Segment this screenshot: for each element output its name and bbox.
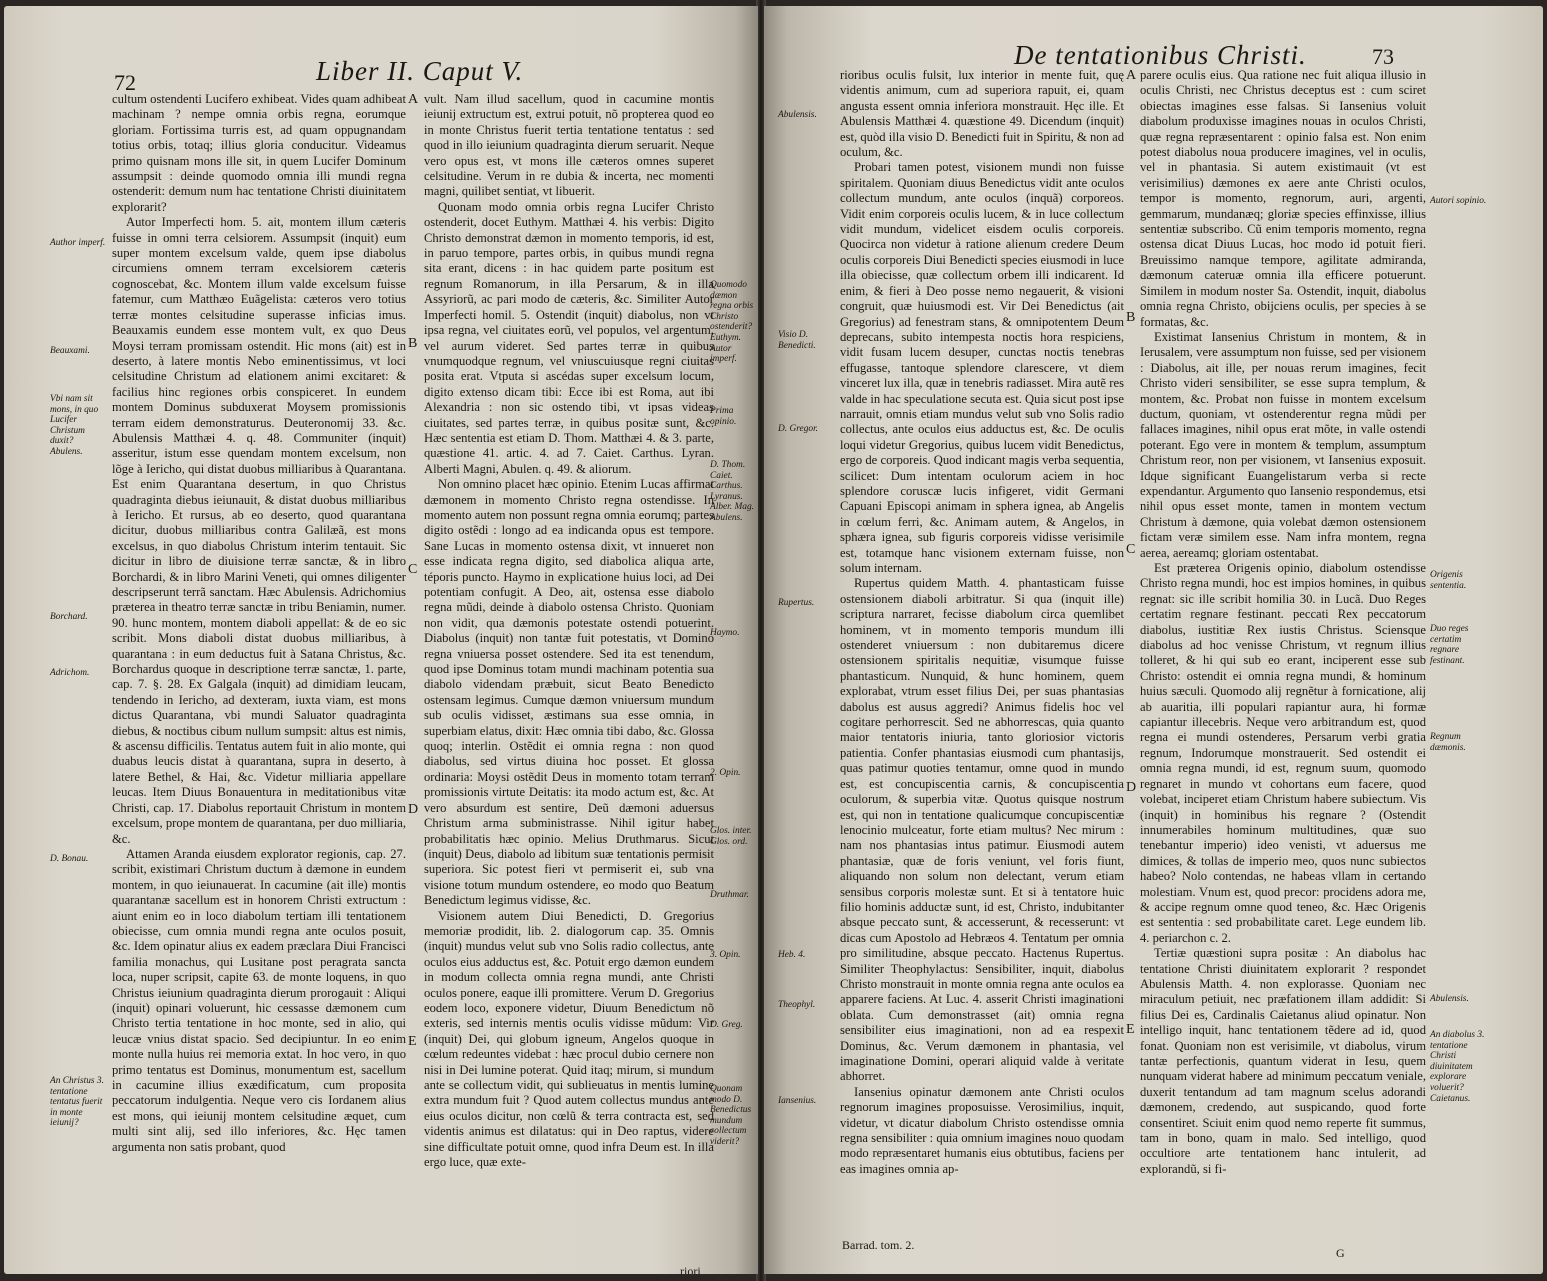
margin-note: D. Greg. [710, 1020, 743, 1030]
paragraph: Iansenius opinatur dæmonem ante Christi oculos regnorum imagines proposuisse. Verosimilius, inquit, videtur, vt dicatur diabolum Christo ostendisse omnia regna sensibiliter : quia omnium imagines nouo quodam modo repræsentaret humanis eius obtutibus, faciens per eas imagines omnia ap- [840, 1084, 1124, 1176]
margin-note: Heb. 4. [778, 950, 806, 960]
margin-note: Author imperf. [50, 238, 106, 248]
section-letter: C [408, 562, 418, 577]
footer-reference: Barrad. tom. 2. [842, 1238, 915, 1252]
section-letter: B [408, 336, 418, 351]
left-folio: 72 [114, 70, 136, 95]
margin-note: D. Thom. Caiet. Carthus. Lyranus. Alber. Mag. Abulens. [710, 460, 755, 523]
margin-note: An diabolus 3. tentatione Christi diuinitatem explorare voluerit? Caietanus. [1430, 1030, 1485, 1104]
signature-mark: G [1336, 1246, 1345, 1260]
paragraph: Quonam modo omnia orbis regna Lucifer Christo ostenderit, docet Euthym. Matthæi 4. his verbis: Digito Christo demonstrat dæmon in momento temporis, id est, in paruo tempore, partes orbis, in quibus mundi regna sita erant, dicens : in hac quidem parte positum est regnum Romanorum, in illa Persarum, & in illa Assyriorũ, ac pari modo de cæteris, &c. Similiter Autor Imperfecti homil. 5. Ostendit (inquit) diabolus, non vt ipsa regna, vel ciuitates eorũ, vel populos, vel argentum, vel aurum videret. Sed partes terræ in quibus vnumquodque regnum, vel vniuscuiusque regni ciuitas posita erat. Vtputa si ascédas super excelsum locum, digito extenso dicam tibi: Ecce ibi est Roma, aut ibi Alexandria : non sic ostendo tibi, vt ipsas videas ciuitates, sed partes terræ, in quibus positæ sunt, &c. Hæc sententia est etiam D. Thom. Matthæi 4. & 3. parte, quæstione 41. artic. 4. ad 7. Caiet. Carthus. Lyran. Alberti Magni, Abulen. q. 49. & aliorum. [424, 199, 714, 476]
margin-note: Prima opinio. [710, 406, 737, 427]
margin-note: 3. Opin. [710, 950, 741, 960]
section-letter: A [408, 92, 419, 107]
section-letter: E [408, 1034, 417, 1049]
paragraph: Est præterea Origenis opinio, diabolum ostendisse Christo regna mundi, hoc est impios homines, in quibus regnat: sic ille scribit homilia 30. in Lucã. Duo Reges certatim regnare festinant. peccati Rex peccatorum diabolus, iustitiæ Rex iustis Christus. Sciensque diabolus ad hoc venisse Christum, vt regnum illius tolleret, & hi qui sub eo erant, inciperent esse sub Christo: ostendit ei omnia regna mundi, & hominum huius sæculi. Quomodo alij regnẽtur à fornicatione, alij ab auaritia, illi populari rapiantur aura, hi formæ capiantur illecebris. Neque vero arbitrandum est, quod regna ei mundi ostenderes, Persarum verbi gratia regnum, Indorumque monstrauerit. Sed ostendit ei omnia regna mundi, id est, regnum suum, quomodo regnaret in mundo vt cohortans eum facere, quod volebat, inciperet etiam Christum habere subiectum. Vis (inquit) in hominibus his regnare ? (Ostendit innumerabiles hominum multitudines, quæ suo tenebantur imperio) ideo venisti, vt aduersus me dimices, & tollas de imperio meo, quos nunc subiectos habeo? Nolo contendas, ne habeas vllam in certando molestiam. Vnum est, quod precor: procidens adora me, & accipe regnum omne quod teneo, &c. Hæc Origenis est sententia : sed probabilitate caret. Lege eundem lib. 4. periarchon c. 2. [1140, 561, 1426, 945]
paragraph: Visionem autem Diui Benedicti, D. Gregorius memoriæ prodidit, lib. 2. dialogorum cap. 35. Omnis (inquit) mundus velut sub vno Solis radio collectus, ante oculos eius adductus est, &c. Potuit ergo dæmon eundem in modum collecta omnia regna mundi, ante Christi oculos ponere, eaque illi promittere. Verum D. Gregorius eodem loco, exponere videtur, Diuum Benedictum nõ exteris, sed internis mentis oculis vidisse mũdum: Vir (inquit) Dei, qui globum igneum, Angelos quoque in cœlum redeuntes videbat : hæc procul dubio cernere non nisi in Dei lumine poterat. Quid itaq; mirum, si mundum ante se collectum vidit, qui sublieuatus in mentis lumine extra mundum fuit ? Quod autem collectus mundus ante eius oculos dicitur, non cœlũ & terra contracta est, sed videntis animus est dilatatus: qui in Deo raptus, videre sine difficultate potuit omne, quod infra Deum est. In illa ergo luce, quæ exte- [424, 908, 714, 1170]
right-column-b [1140, 68, 1426, 1236]
margin-note: Adrichom. [50, 668, 90, 678]
margin-note: Iansenius. [778, 1096, 817, 1106]
margin-note: Quonam modo D. Benedictus mundum collectum viderit? [710, 1084, 752, 1147]
paragraph: Probari tamen potest, visionem mundi non fuisse spiritalem. Quoniam diuus Benedictus vidit ante oculos collectum mundum, ante oculos (inquã) corporeos. Vidit enim corporeis oculis lucem, & in luce collectum vidit mundum, videlicet eisdem oculis corporeis. Quocirca non videtur à ratione alienum credere Deum oculis corporeis Diui Benedicti species eiusmodi in luce illa obiecisse, quæ collectum orbem illi indicarent. Id enim, & fieri à Deo posse nemo negauerit, & visioni congruit, quæ huiusmodi est. Vir Dei Benedictus (ait Gregorius) ad fenestram stans, & omnipotentem Deum deprecans, subito intempesta noctis hora respiciens, vidit fusam lucem desuper, cunctas noctis tenebras effugasse, tantoque splendore clarescere, vt diem vinceret lux illa, quæ in tenebris radiasset. Mira autẽ res valde in hac speculatione secuta est. Quia sicut post ipse narrauit, omnis etiam mundus velut sub vno Solis radio collectus, ante oculos eius adductus est, &c. De oculis loqui videtur Gregorius, quibus lucem vidit Benedictus, ergo de corporeis. Quod indicant magis verba sequentia, scilicet: Dum intentam oculorum aciem in hoc splendore coruscæ lucis infigeret, vidit Germani Capuani Episcopi animam in sphera ignea, ab Angelis in cœlum ferri, &c. Animam autem, & Angelos, in sphæra ignea, sub figuris corporeis vidisse verisimile est, totamque hanc visionem externam fuisse, non solum internam. [840, 160, 1124, 575]
margin-note: Haymo. [710, 628, 740, 638]
left-running-head: Liber II. Caput V. [316, 56, 524, 86]
margin-note: 2. Opin. [710, 768, 741, 778]
margin-note: Abulensis. [1430, 994, 1469, 1004]
left-column-a [112, 92, 406, 1264]
paragraph: Autor Imperfecti hom. 5. ait, montem illum cæteris fuisse in omni terra celsiorem. Assumpsit (inquit) eum super montem excelsum valde, quem ipse diabolus circumiens omnem terram excelsiorem cæteris cognoscebat, &c. Montem illum valde excelsum fuisse fatemur, cum Matthæo Euãgelista: cæteros vero totius terræ montes celsitudine superasse inficias imus. Beauxamis eundem esse montem vult, ex quo Deus Moysi terram promissam ostendit. Hic mons (ait) est in deserto, à latere montis Nebo eminentissimus, vt loci celsitudine Christum ad elationem animi excitaret: & facilius hinc regiones orbis conspiceret. In eundem montem Dominus subduxerat Moysem promissionis terram eidem demonstraturus. Deuteronomij 33. &c. Abulensis Matthæi 4. q. 48. Communiter (inquit) asseritur, istum esse quendam montem excelsum, non lõge à Iericho, qui distat duobus milliaribus à Quarantana. Est enim Quarantana desertum, in quo Christus quadraginta diebus ieiunauit, & distat duobus milliaribus à Iericho. Et rursus, ab eo deserto, quod quarantana dicitur, duobus milliaribus contra Galilæã, est mons excelsus, in quo diabolus Christum interim tentauit. Sic dicitur in libro de diuisione terræ sanctæ, & in libro Borchardi, & in libro Marini Veneti, qui omnes diligenter descripserunt terrã sanctam. Hæc Abulensis. Adrichomius præterea in theatro terræ sanctæ in tribu Beniamin, numer. 90. hunc montem, montem diaboli appellat: & de eo sic scribit. Mons diaboli distat duobus milliaribus, à quarantana : in eum deductus fuit à Satana Christus, &c. Borchardus quoque in descriptione terræ sanctæ, 1. parte, cap. 7. §. 28. Ex Galgala (inquit) ad dimidiam leucam, tendendo in Iericho, ad dexteram, iuxta viam, est mons dictus Quarantana, vbi mundi Saluator quadraginta diebus, & noctibus cibum nullum sumpsit: altus est nimis, & ascensu difficilis. Tentatus autem fuit in alio monte, qui duabus leucis distat à quarantana, supra in deserto, à latere Bethel, & Hai, &c. Videtur milliaria appellare leucas. Item Diuus Bonauentura in meditationibus vitæ Christi, cap. 17. Diabolus reportauit Christum in montem excelsum, prope montem de quarantana, per duo milliaria, &c. [112, 215, 406, 846]
margin-note: An Christus 3. tentatione tentatus fuerit in monte ieiunij? [50, 1076, 104, 1129]
section-letter: E [1126, 1022, 1135, 1037]
section-letter: D [408, 802, 419, 817]
section-letter: C [1126, 542, 1136, 557]
margin-note: Quomodo dæmon regna orbis Christo ostenderit? Euthym. Autor imperf. [710, 280, 754, 365]
margin-note: D. Bonau. [50, 854, 89, 864]
margin-note: Beauxami. [50, 346, 90, 356]
margin-note: Duo reges certatim regnare festinant. [1430, 624, 1469, 666]
margin-note: Origenis sententia. [1430, 570, 1467, 591]
right-page [764, 6, 1543, 1274]
left-page [4, 6, 758, 1274]
paragraph: Non omnino placet hæc opinio. Etenim Lucas affirmat dæmonem in momento Christo regna ostendisse. In momento autem non possunt regna omnia eorumq; partes digito ostẽdi : longo ad ea indicanda opus est tempore. Sane Lucas in momento ostensa dixit, vt innueret non esse indicata regna digito, sed diabolica aliqua arte, téporis puncto. Haymo in explicatione huius loci, ad Dei potentiam confugit. A Deo, ait, ostensa esse diabolo regna mũdi, deinde à diabolo ostensa Christo. Quoniam non vidit, qua dæmonis potestate ostendi potuerint. Diabolus (inquit) non tantæ fuit potestatis, vt Domino regna vniuersa posset ostendere. Sed ita est tenendum, quod ipse Dominus totam mundi machinam potentia sua diabolo videndam præbuit, sicut Beato Benedicto ostensam legimus. Cumque dæmon vniuersum mundum sub oculis vidisset, æstimans sua esse omnia, in superbiam elatus, dixit: Hæc omnia tibi dabo, &c. Glossa quoq; interlin. Ostẽdit ei omnia regna : non quod diabolus, sed virtus diuina hoc posset. Et glossa ordinaria: Moysi ostẽdit Deus in momento totam terram promissionis virtute Deitatis: ita modo actum est, &c. At vero absurdum est sentire, Deũ dæmoni aduersus Christum arma subministrasse. Nihil igitur habet probabilitatis hæc opinio. Melius Druthmarus. Sicut (inquit) Deus, diabolo ad libitum suæ tentationis permisit superiora. Sic potest fieri vt permiserit ei, sub vna visione totum mundum ostendere, eo modo quo Beatum Benedictum legimus vidisse, &c. [424, 477, 714, 908]
section-letter: B [1126, 310, 1136, 325]
margin-note: Rupertus. [778, 598, 815, 608]
right-column-a [840, 68, 1124, 1236]
paragraph: rioribus oculis fulsit, lux interior in mente fuit, quę videntis animum, cum ad superiora rapuit, ei, quam angusta essent omnia inferiora monstrauit. Hęc ille. Et Abulensis Matthæi 4. quæstione 49. Dicendum (inquit) est, quòd illa visio D. Benedicti fuit in Spiritu, & non ad oculum, &c. [840, 68, 1124, 160]
section-letter: A [1126, 68, 1137, 83]
margin-note: Borchard. [50, 612, 88, 622]
margin-note: Theophyl. [778, 1000, 816, 1010]
paragraph: Existimat Iansenius Christum in montem, & in Ierusalem, vere assumptum non fuisse, sed per visionem : Diabolus, ait ille, per nouas rerum imagines, fecit Christo videri sensibiliter, se esse supra templum, & montem, &c. Probat non fuisse in montem excelsum ductum, quoniam, vt ostenderentur regna mũdi per fallaces imagines, nihil opus erat mõte, in valle ostendi poterant. Ego vere in montem & templum, assumptum Christum reor, non per visionem, vt Iansenius exposuit. Idque significant Euangelistarum verba si recte expendantur. Argumento quo Iansenio respondemus, etsi nihil opus esset monte, tamen in montem vectum Christum à dæmone, quia volebat dæmon ostensionem fictam veræ similem esse. Nam infra montem, regna aerea, aereamq; gloriam ostentabat. [1140, 329, 1426, 560]
left-column-b [424, 92, 714, 1264]
section-letter: D [1126, 780, 1137, 795]
margin-note: Glos. inter. Glos. ord. [710, 826, 752, 847]
paragraph: parere oculis eius. Qua ratione nec fuit aliqua illusio in oculis Christi, nec Christus deceptus est : cum sciret obiectas imagines esse falsas. Si Iansenius voluit diabolum produxisse imagines nouas in oculos Christi, quæ regna repræsentarent : opinio falsa est. Non enim potest diabolus noua producere imagines, vel in oculis, vel in phantasia. Si autem existimauit (vt est verisimilius) dæmones ex aere ante Christi oculos, tempor is momento, regnorum, auri, argenti, gemmarum, mundanæq; gloriæ species effinxisse, illius sententiæ subscribo. Cũ enim temporis momento, regna ostensa dicat Diuus Lucas, hoc modo id potuit fieri. Breuissimo namque tempore, agilitate admiranda, dæmonum cateruæ omnia illa efficere potuerunt. Similem in modum noster Sa. Ostendit, inquit, diabolus omnia regna Christo, obijciens oculis, per species à se formatas, &c. [1140, 68, 1426, 329]
paragraph: Rupertus quidem Matth. 4. phantasticam fuisse ostensionem diaboli arbitratur. Si qua (inquit ille) scriptura narraret, fecisse diabolum circa quemlibet hominem, vt in momento temporis mundum illi ostenderet vniuersum : non dubitaremus dicere ostensionem spiritalis nequitiæ, visumque fuisse phantasticum. Nunquid, & hunc hominem, quem explorabat, vtrum esset filius Dei, per suas phantasias dabolus est ausus aggredi? Animus fidelis hoc vel cogitare perhorrescit. Sed ne abhorrescas, quia quanto maior tentatoris iniuria, tanto gloriosior victoris patientia. Confer phantasias eiusmodi cum phantasijs, quas patimur quoties tentamur, omne quod in mundo est, est concupiscentia carnis, & concupiscentia oculorum, & superbia vitæ. Quotus quisque nostrum est, qui non in tentatione qualicumque concupiscentiæ lenocinio mulceatur, forte etiam multus? Nec mirum : nam nos phantasias intus patimur. Eiusmodi autem phantasiæ, quæ de foris veniunt, vel foris fiunt, aliquando non solum non delectant, verum etiam sensibus corporis molestæ sunt. Et si à tentatore huic filio hominis adductæ sunt, id est, Christo, indubitanter absque peccato sunt, & accesserunt, & recesserunt: vt dicas cum Apostolo ad Hebræos 4. Tentatum per omnia pro similitudine, absque peccato. Hactenus Rupertus. Similiter Theophylactus: Sensibiliter, inquit, diabolus Christo monstrauit in monte omnia regna ante oculos ea apparere faciens. At Luc. 4. asserit Christi imaginationi oblata. Cum demonstrasset (ait) omnia regna sensibiliter eius imaginationi, non ad ea respexit Dominus, &c. Verum dæmonem in phantasia, vel imaginatione Domini, operari aliquid valde à veritate abhorret. [840, 576, 1124, 1084]
paragraph: Attamen Aranda eiusdem explorator regionis, cap. 27. scribit, existimari Christum ductum à dæmone in eundem montem, in quo ieiunauerat. In cacumine (ait ille) montis quarantanæ sacellum est in honorem Christi extructum : aiunt enim eo in loco diabolum tertiam illi tentationem obiecisse, cum omnia mundi regna ante oculos posuit, &c. Idem opinatur alius ex eadem præclara Diui Francisci familia monachus, qui Lusitane post peragrata sancta loca, nuper scripsit, capite 63. de monte loquens, in quo Christus ieiunium quadraginta dierum prorogauit : Aliqui (inquit) opinari voluerunt, hic cessasse dæmonem cum Christo tertia tentatione in hoc monte, sed in alio, qui leucæ vnius distat spacio. Sed decipiuntur. In eo enim monte nulla huius rei memoria extat. In hoc vero, in quo primo tentatus est Dominus, monumentum est, sacellum in cacumine illius exædificatum, cum proposita peccatorum indulgentia. Neque vero cis Iordanem alius est mons, qui ieiunij montem celsitudine æquet, cum multi sint alij, sed illo inferiores, &c. Hęc tamen argumenta non satis probant, quod [112, 846, 406, 1154]
margin-note: Abulensis. [778, 110, 817, 120]
margin-note: D. Gregor. [778, 424, 819, 434]
margin-note: Regnum dæmonis. [1430, 732, 1466, 753]
margin-note: Vbi nam sit mons, in quo Lucifer Christum duxit? Abulens. [50, 394, 99, 457]
margin-note: Visio D. Benedicti. [778, 330, 816, 351]
catchword: riori [680, 1264, 701, 1274]
right-running-head: De tentationibus Christi. [1014, 40, 1307, 70]
paragraph: vult. Nam illud sacellum, quod in cacumine montis ieiunij extructum est, extrui potuit, nõ propterea quod eo in monte Christus fuerit tertia tentatione tentatus : sed quod in illo ieiunium quadraginta dierum seruarit. Neque vero opus est, vt mons ille cæteros omnes superet celsitudine. Verum in re dubia & incerta, nec momenti magni, quilibet sentiat, vt libuerit. [424, 92, 714, 199]
paragraph: Tertiæ quæstioni supra positæ : An diabolus hac tentatione Christi diuinitatem explorarit ? respondet Abulensis Matth. 4. non explorasse. Quoniam nec miraculum petiuit, nec præfationem illam addidit: Si filius Dei es, Cardinalis Caietanus aliud opinatur. Non intelligo inquit, hanc tentationem tẽdere ad id, quod fonat. Quoniam non est verisimile, vt diabolus, virum tantæ perfectionis, quantum viderat in Iesu, quem nunquam viderat habere ad minimum peccatum veniale, duxerit tentandum ad tam magnum scelus adorandi dæmonem, credendo, aut suspicando, quod forte consentiret. Sciuit enim quod nemo reperte fit summus, tam in bono, quam in malo. Sed intelligo, quod occultiore arte tentationem hanc intulerit, ad explorandũ, si fi- [1140, 946, 1426, 1176]
right-folio: 73 [1372, 44, 1394, 69]
margin-note: Autori sopinio. [1430, 196, 1487, 206]
margin-note: Druthmar. [710, 890, 749, 900]
paragraph: cultum ostendenti Lucifero exhibeat. Vides quam adhibeat machinam ? nempe omnia orbis regna, eorumque gloriam. Fortissima turris est, ad quam oppugnandam totius orbis, totaq; illius gloria conducitur. Videamus primo quisnam mons ille sit, in quem Lucifer Dominum assumpsit : deinde quomodo omnia illi mundi regna ostenderit: demum num hac tentatione Christi diuinitatem explorarit? [112, 92, 406, 214]
